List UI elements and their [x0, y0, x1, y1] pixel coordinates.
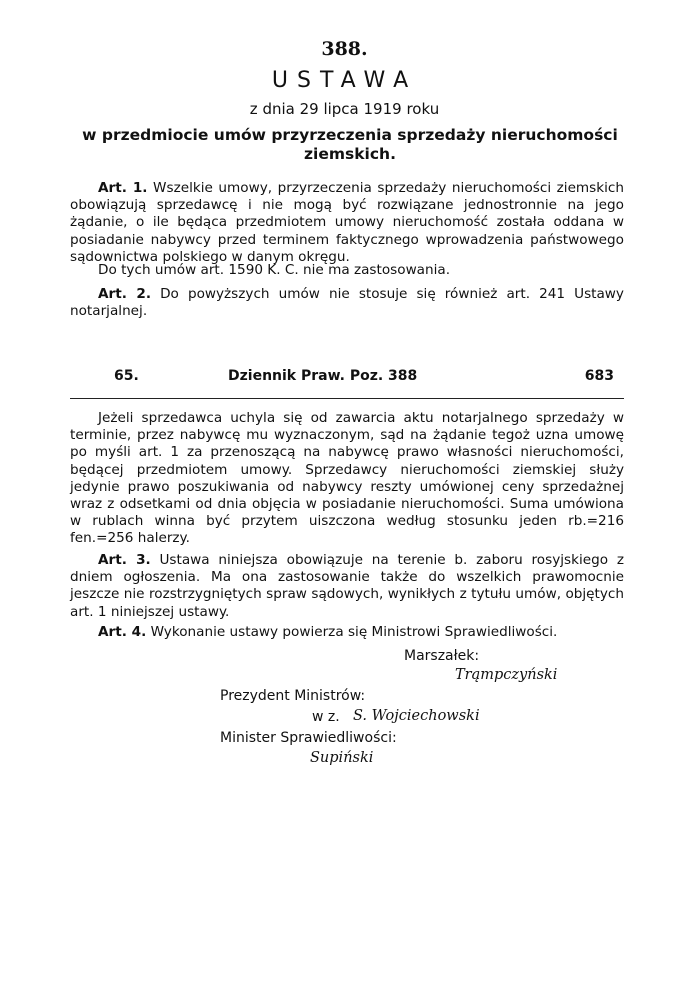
- document-date: z dnia 29 lipca 1919 roku: [249, 100, 440, 118]
- marshal-name: Trąmpczyński: [455, 667, 558, 683]
- article-3: [70, 552, 624, 621]
- article-2-continued: Jeżeli sprzedawca uchyla się od zawarcia aktu notarjalnego sprzedaży w terminie, przez nabywcę mu wyznaczonym, sąd na żądanie tegoż uzna umowę po myśli art. 1 za przenoszącą na nabywcę prawo własności nieruchomości, będącej przedmiotem umowy. Sprzedawcy nieruchomości ziemskiej służy jedynie prawo poszukiwania od nabywcy reszty umówionej ceny sprzedażnej wraz z odsetkami od dnia objęcia w posiadanie nieruchomości. Suma umówiona w rublach winna być przytem uiszczona według stosunku jeden rb.=216 fen.=256 halerzy.: [70, 410, 624, 547]
- header-rule: [70, 398, 624, 399]
- article-1-text: Wszelkie umowy, przyrzeczenia sprzedaży nieruchomości ziemskich obowiązują sprzedawcę i nie mogą być rozwiązane jednostronnie na jego żądanie, o ile będąca przedmiotem umowy nieruchomość została oddana w posiadanie nabywcy przed terminem faktycznego wprowadzenia państwowego sądownictwa polskiego w danym okręgu.: [70, 180, 624, 265]
- journal-title: Dziennik Praw. Poz. 388: [228, 368, 418, 384]
- article-2: [70, 286, 624, 320]
- article-1-continuation: Do tych umów art. 1590 K. C. nie ma zastosowania.: [98, 262, 451, 278]
- prime-minister-prefix: w z.: [312, 709, 340, 725]
- justice-minister-title: Minister Sprawiedliwości:: [220, 730, 397, 746]
- article-4-text: Wykonanie ustawy powierza się Ministrowi Sprawiedliwości.: [150, 624, 558, 640]
- justice-minister-name: Supiński: [310, 750, 374, 766]
- article-2-label: Art. 2.: [98, 286, 151, 302]
- prime-minister-name: S. Wojciechowski: [353, 708, 480, 724]
- article-4-label: Art. 4.: [98, 624, 147, 640]
- page-number: 683: [584, 368, 614, 384]
- article-1-label: Art. 1.: [98, 180, 148, 196]
- article-1: [70, 180, 624, 266]
- article-3-text: Ustawa niniejsza obowiązuje na terenie b. zaboru rosyjskiego z dniem ogłoszenia. Ma ona zastosowanie także do wszelkich prawomocnie jeszcze nie rozstrzygniętych spraw sądowych, wynikłych z tytułu umów, objętych art. 1 niniejszej ustawy.: [70, 552, 624, 620]
- marshal-title: Marszałek:: [404, 648, 480, 664]
- document-number: 388.: [321, 38, 368, 60]
- article-2-text: Do powyższych umów nie stosuje się również art. 241 Ustawy notarjalnej.: [70, 286, 624, 320]
- document-subject: w przedmiocie umów przyrzeczenia sprzedaży nieruchomości ziemskich.: [82, 126, 618, 163]
- document-title: USTAWA: [271, 68, 418, 93]
- article-3-label: Art. 3.: [98, 552, 151, 568]
- article-4: [70, 624, 624, 641]
- issue-number: 65.: [114, 368, 139, 384]
- prime-minister-title: Prezydent Ministrów:: [220, 688, 366, 704]
